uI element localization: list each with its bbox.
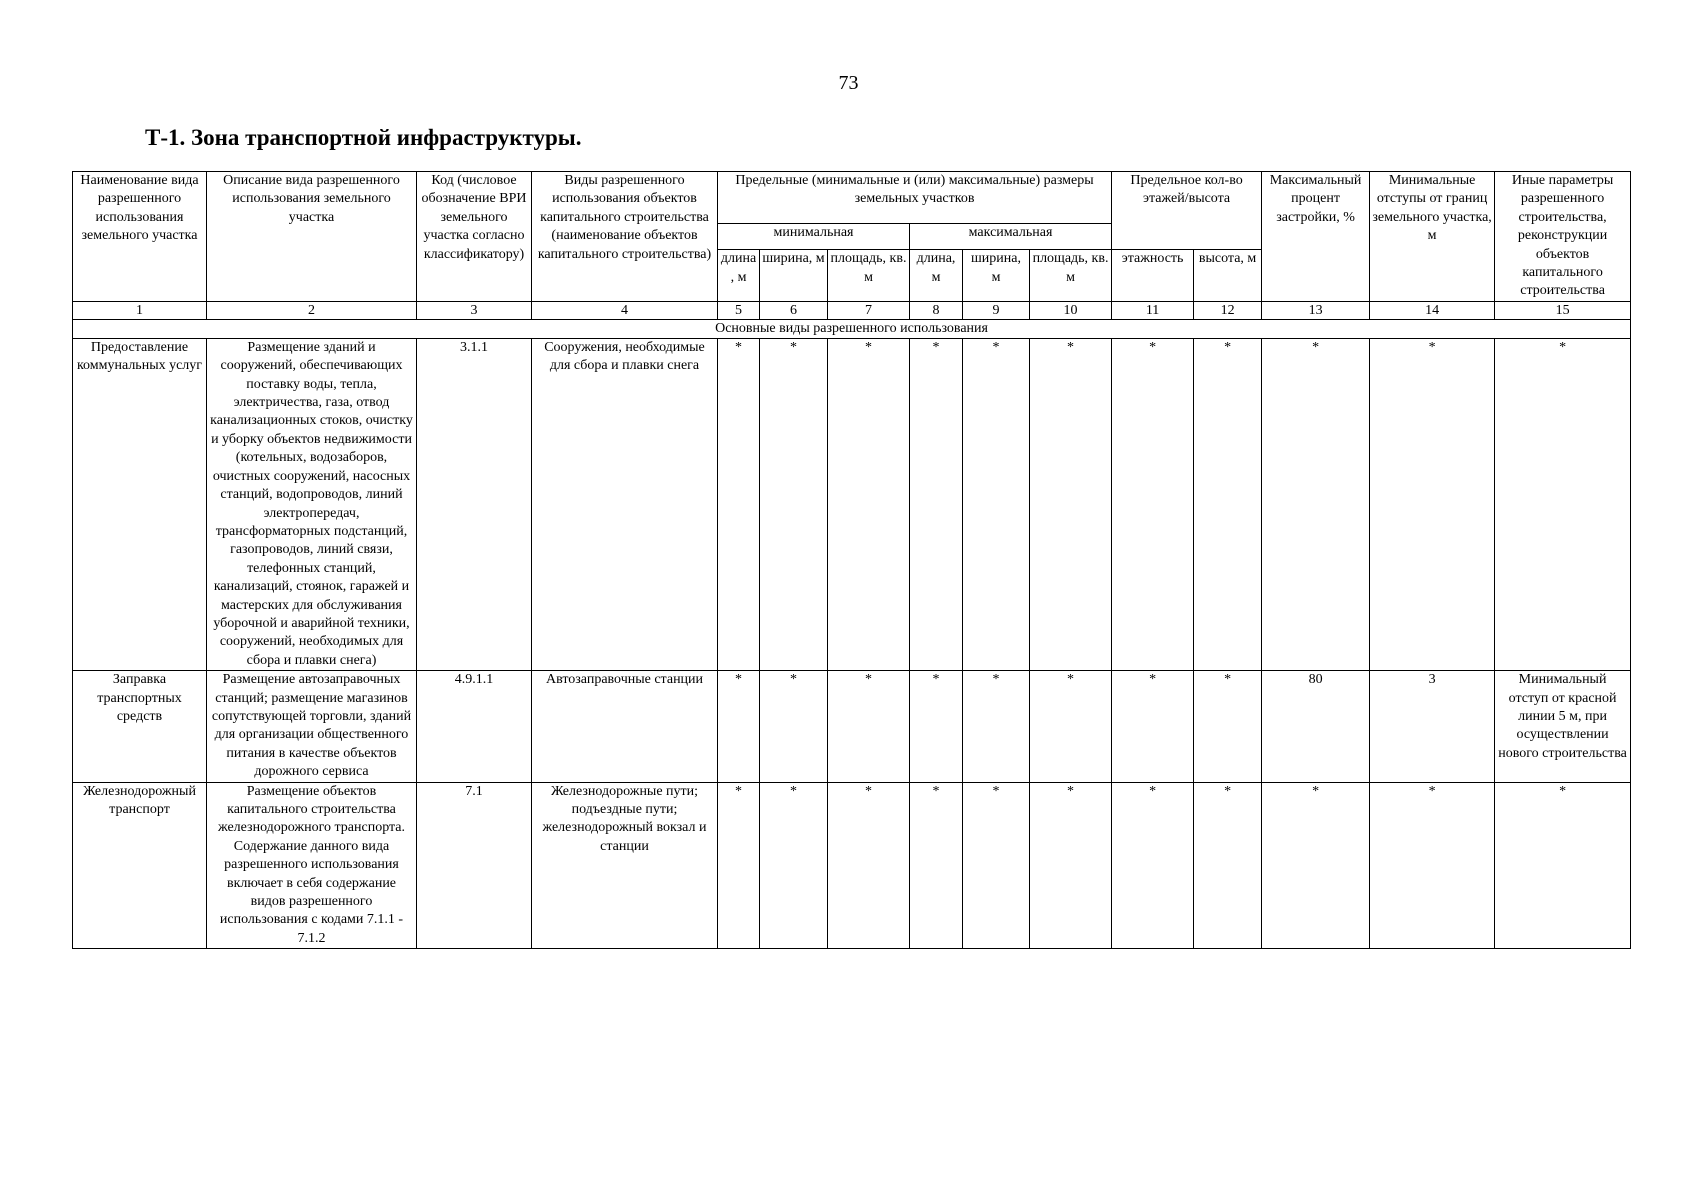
other-params-value: *: [1495, 338, 1631, 670]
setback-value: *: [1370, 782, 1495, 949]
column-number: 8: [910, 301, 963, 319]
header-plot-sizes: Предельные (минимальные и (или) максимальные) размеры земельных участков: [718, 172, 1112, 224]
max-area-value: *: [1030, 782, 1112, 949]
build-percent-value: *: [1262, 338, 1370, 670]
min-width-value: *: [760, 338, 828, 670]
column-number: 14: [1370, 301, 1495, 319]
min-area-value: *: [828, 782, 910, 949]
header-min-area: площадь, кв. м: [828, 250, 910, 302]
height-value: *: [1194, 671, 1262, 782]
column-number: 11: [1112, 301, 1194, 319]
height-value: *: [1194, 338, 1262, 670]
zone-parameters-table: [72, 171, 1631, 949]
column-number: 10: [1030, 301, 1112, 319]
column-number: 1: [73, 301, 207, 319]
floors-value: *: [1112, 782, 1194, 949]
setback-value: 3: [1370, 671, 1495, 782]
build-percent-value: *: [1262, 782, 1370, 949]
header-min-length: длина, м: [718, 250, 760, 302]
page-number: 73: [838, 72, 859, 94]
use-objects: Железнодорожные пути; подъездные пути; железнодорожный вокзал и станции: [532, 782, 718, 949]
column-number: 9: [963, 301, 1030, 319]
header-max-area: площадь, кв. м: [1030, 250, 1112, 302]
header-max-build-percent: Максимальный процент застройки, %: [1262, 172, 1370, 302]
floors-value: *: [1112, 338, 1194, 670]
header-min-width: ширина, м: [760, 250, 828, 302]
table-row: [73, 671, 1631, 782]
header-row: [73, 172, 1631, 224]
min-width-value: *: [760, 782, 828, 949]
header-name: Наименование вида разрешенного использования земельного участка: [73, 172, 207, 302]
max-length-value: *: [910, 782, 963, 949]
header-code: Код (числовое обозначение ВРИ земельного участка согласно классификатору): [417, 172, 532, 302]
max-length-value: *: [910, 338, 963, 670]
max-area-value: *: [1030, 671, 1112, 782]
section-title: Основные виды разрешенного использования: [73, 319, 1631, 338]
use-objects: Автозаправочные станции: [532, 671, 718, 782]
max-width-value: *: [963, 671, 1030, 782]
column-number: 4: [532, 301, 718, 319]
header-max-width: ширина, м: [963, 250, 1030, 302]
min-length-value: *: [718, 671, 760, 782]
max-area-value: *: [1030, 338, 1112, 670]
table-row: [73, 782, 1631, 949]
other-params-value: Минимальный отступ от красной линии 5 м, при осуществлении нового строительства: [1495, 671, 1631, 782]
column-number: 3: [417, 301, 532, 319]
header-height: высота, м: [1194, 250, 1262, 302]
floors-value: *: [1112, 671, 1194, 782]
max-width-value: *: [963, 782, 1030, 949]
header-max-length: длина, м: [910, 250, 963, 302]
column-number: 12: [1194, 301, 1262, 319]
column-number-row: [73, 301, 1631, 319]
use-description: Размещение автозаправочных станций; размещение магазинов сопутствующей торговли, зданий для организации общественного питания в качестве объектов дорожного сервиса: [207, 671, 417, 782]
use-code: 3.1.1: [417, 338, 532, 670]
other-params-value: *: [1495, 782, 1631, 949]
column-number: 2: [207, 301, 417, 319]
min-length-value: *: [718, 338, 760, 670]
column-number: 7: [828, 301, 910, 319]
min-area-value: *: [828, 338, 910, 670]
use-name: Заправка транспортных средств: [73, 671, 207, 782]
column-number: 5: [718, 301, 760, 319]
header-min: минимальная: [718, 223, 910, 250]
use-name: Предоставление коммунальных услуг: [73, 338, 207, 670]
min-area-value: *: [828, 671, 910, 782]
header-min-setbacks: Минимальные отступы от границ земельного участка, м: [1370, 172, 1495, 302]
header-description: Описание вида разрешенного использования земельного участка: [207, 172, 417, 302]
header-floors-height: Предельное кол-во этажей/высота: [1112, 172, 1262, 250]
table-row: [73, 338, 1631, 670]
column-number: 13: [1262, 301, 1370, 319]
header-max: максимальная: [910, 223, 1112, 250]
section-row: [73, 319, 1631, 338]
column-number: 6: [760, 301, 828, 319]
max-length-value: *: [910, 671, 963, 782]
use-code: 4.9.1.1: [417, 671, 532, 782]
use-name: Железнодорожный транспорт: [73, 782, 207, 949]
setback-value: *: [1370, 338, 1495, 670]
use-description: Размещение зданий и сооружений, обеспечивающих поставку воды, тепла, электричества, газа, отвод канализационных стоков, очистку и уборку объектов недвижимости (котельных, водозаборов, очистных сооружений, насосных станций, водопроводов, линий электропередач, трансформаторных подстанций, газопроводов, линий связи, телефонных станций, канализаций, стоянок, гаражей и мастерских для обслуживания уборочной и аварийной техники, сооружений, необходимых для сбора и плавки снега): [207, 338, 417, 670]
header-objects: Виды разрешенного использования объектов капитального строительства (наименование объектов капитального строительства): [532, 172, 718, 302]
column-number: 15: [1495, 301, 1631, 319]
header-floors: этажность: [1112, 250, 1194, 302]
build-percent-value: 80: [1262, 671, 1370, 782]
use-description: Размещение объектов капитального строительства железнодорожного транспорта. Содержание данного вида разрешенного использования включает в себя содержание видов разрешенного использования с кодами 7.1.1 - 7.1.2: [207, 782, 417, 949]
min-length-value: *: [718, 782, 760, 949]
use-code: 7.1: [417, 782, 532, 949]
max-width-value: *: [963, 338, 1030, 670]
height-value: *: [1194, 782, 1262, 949]
min-width-value: *: [760, 671, 828, 782]
use-objects: Сооружения, необходимые для сбора и плавки снега: [532, 338, 718, 670]
header-other-params: Иные параметры разрешенного строительства, реконструкции объектов капитального строительства: [1495, 172, 1631, 302]
page-title: Т-1. Зона транспортной инфраструктуры.: [145, 125, 582, 150]
